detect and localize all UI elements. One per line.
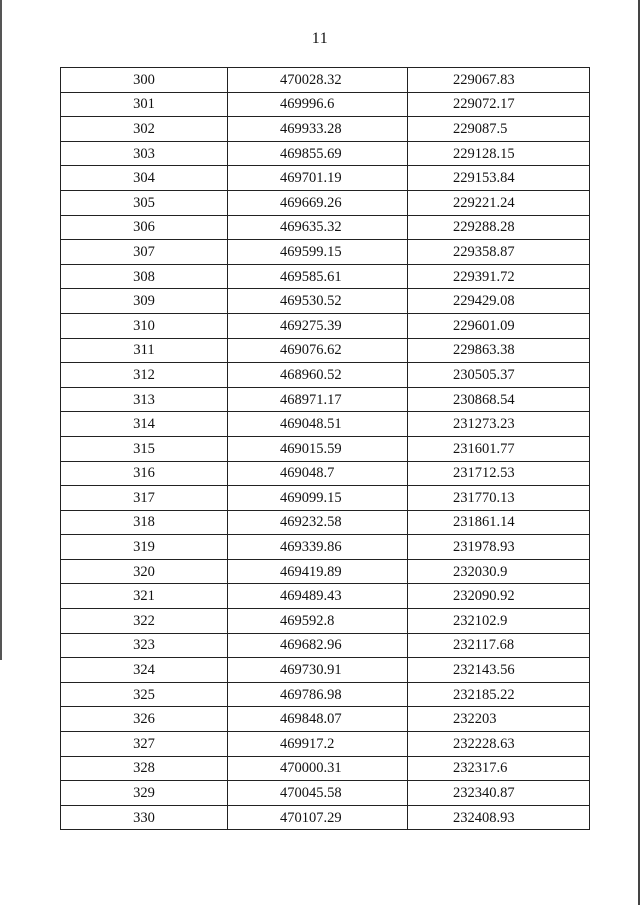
table-row <box>61 707 590 732</box>
page-number: 11 <box>311 30 329 47</box>
x-coordinate-cell: 469855.69 <box>228 141 408 166</box>
y-coordinate-cell: 231861.14 <box>408 510 590 535</box>
x-coordinate-cell: 469682.96 <box>228 633 408 658</box>
table-body <box>61 68 590 830</box>
y-coordinate-cell: 232117.68 <box>408 633 590 658</box>
y-coordinate-cell: 229601.09 <box>408 313 590 338</box>
y-coordinate-cell: 232143.56 <box>408 658 590 683</box>
point-number-cell: 323 <box>61 633 228 658</box>
point-number-cell: 328 <box>61 756 228 781</box>
x-coordinate-cell: 469786.98 <box>228 682 408 707</box>
table-row <box>61 436 590 461</box>
table-row <box>61 92 590 117</box>
y-coordinate-cell: 230505.37 <box>408 363 590 388</box>
point-number-cell: 300 <box>61 68 228 93</box>
y-coordinate-cell: 231978.93 <box>408 535 590 560</box>
point-number-cell: 329 <box>61 781 228 806</box>
table-row <box>61 338 590 363</box>
x-coordinate-cell: 469530.52 <box>228 289 408 314</box>
y-coordinate-cell: 229067.83 <box>408 68 590 93</box>
x-coordinate-cell: 469669.26 <box>228 190 408 215</box>
x-coordinate-cell: 469585.61 <box>228 264 408 289</box>
x-coordinate-cell: 469701.19 <box>228 166 408 191</box>
point-number-cell: 301 <box>61 92 228 117</box>
table-row <box>61 584 590 609</box>
y-coordinate-cell: 229221.24 <box>408 190 590 215</box>
table-row <box>61 141 590 166</box>
point-number-cell: 305 <box>61 190 228 215</box>
table-row <box>61 264 590 289</box>
x-coordinate-cell: 469419.89 <box>228 559 408 584</box>
point-number-cell: 306 <box>61 215 228 240</box>
point-number-cell: 320 <box>61 559 228 584</box>
point-number-cell: 318 <box>61 510 228 535</box>
point-number-cell: 326 <box>61 707 228 732</box>
point-number-cell: 308 <box>61 264 228 289</box>
table-row <box>61 387 590 412</box>
point-number-cell: 313 <box>61 387 228 412</box>
table-row <box>61 313 590 338</box>
table-row <box>61 166 590 191</box>
y-coordinate-cell: 232228.63 <box>408 732 590 757</box>
point-number-cell: 315 <box>61 436 228 461</box>
x-coordinate-cell: 469489.43 <box>228 584 408 609</box>
point-number-cell: 303 <box>61 141 228 166</box>
x-coordinate-cell: 469232.58 <box>228 510 408 535</box>
y-coordinate-cell: 229429.08 <box>408 289 590 314</box>
scan-edge-left <box>0 0 2 660</box>
point-number-cell: 307 <box>61 240 228 265</box>
point-number-cell: 317 <box>61 486 228 511</box>
table-row <box>61 68 590 93</box>
y-coordinate-cell: 229072.17 <box>408 92 590 117</box>
point-number-cell: 311 <box>61 338 228 363</box>
point-number-cell: 316 <box>61 461 228 486</box>
point-number-cell: 314 <box>61 412 228 437</box>
x-coordinate-cell: 469275.39 <box>228 313 408 338</box>
x-coordinate-cell: 469048.51 <box>228 412 408 437</box>
x-coordinate-cell: 469635.32 <box>228 215 408 240</box>
x-coordinate-cell: 469339.86 <box>228 535 408 560</box>
y-coordinate-cell: 231273.23 <box>408 412 590 437</box>
table-row <box>61 289 590 314</box>
x-coordinate-cell: 469099.15 <box>228 486 408 511</box>
point-number-cell: 330 <box>61 805 228 830</box>
table-row <box>61 117 590 142</box>
x-coordinate-cell: 469730.91 <box>228 658 408 683</box>
x-coordinate-cell: 469917.2 <box>228 732 408 757</box>
point-number-cell: 321 <box>61 584 228 609</box>
point-number-cell: 312 <box>61 363 228 388</box>
table-row <box>61 781 590 806</box>
y-coordinate-cell: 232203 <box>408 707 590 732</box>
table-row <box>61 732 590 757</box>
y-coordinate-cell: 231712.53 <box>408 461 590 486</box>
table-row <box>61 510 590 535</box>
x-coordinate-cell: 468960.52 <box>228 363 408 388</box>
point-number-cell: 322 <box>61 609 228 634</box>
table-row <box>61 363 590 388</box>
x-coordinate-cell: 469599.15 <box>228 240 408 265</box>
y-coordinate-cell: 229863.38 <box>408 338 590 363</box>
point-number-cell: 325 <box>61 682 228 707</box>
y-coordinate-cell: 229288.28 <box>408 215 590 240</box>
y-coordinate-cell: 229391.72 <box>408 264 590 289</box>
table-row <box>61 215 590 240</box>
y-coordinate-cell: 232408.93 <box>408 805 590 830</box>
point-number-cell: 319 <box>61 535 228 560</box>
x-coordinate-cell: 469592.8 <box>228 609 408 634</box>
x-coordinate-cell: 470000.31 <box>228 756 408 781</box>
coordinates-table <box>60 67 590 830</box>
y-coordinate-cell: 232030.9 <box>408 559 590 584</box>
point-number-cell: 309 <box>61 289 228 314</box>
y-coordinate-cell: 232102.9 <box>408 609 590 634</box>
point-number-cell: 302 <box>61 117 228 142</box>
y-coordinate-cell: 232090.92 <box>408 584 590 609</box>
x-coordinate-cell: 470028.32 <box>228 68 408 93</box>
table-row <box>61 190 590 215</box>
table-row <box>61 658 590 683</box>
x-coordinate-cell: 469933.28 <box>228 117 408 142</box>
y-coordinate-cell: 232317.6 <box>408 756 590 781</box>
x-coordinate-cell: 469015.59 <box>228 436 408 461</box>
x-coordinate-cell: 469996.6 <box>228 92 408 117</box>
y-coordinate-cell: 229153.84 <box>408 166 590 191</box>
x-coordinate-cell: 469076.62 <box>228 338 408 363</box>
table-row <box>61 756 590 781</box>
x-coordinate-cell: 469048.7 <box>228 461 408 486</box>
table-row <box>61 682 590 707</box>
table-row <box>61 240 590 265</box>
x-coordinate-cell: 470045.58 <box>228 781 408 806</box>
table-row <box>61 412 590 437</box>
point-number-cell: 327 <box>61 732 228 757</box>
point-number-cell: 304 <box>61 166 228 191</box>
x-coordinate-cell: 469848.07 <box>228 707 408 732</box>
point-number-cell: 324 <box>61 658 228 683</box>
y-coordinate-cell: 232340.87 <box>408 781 590 806</box>
y-coordinate-cell: 232185.22 <box>408 682 590 707</box>
x-coordinate-cell: 470107.29 <box>228 805 408 830</box>
y-coordinate-cell: 230868.54 <box>408 387 590 412</box>
table-row <box>61 633 590 658</box>
table-row <box>61 609 590 634</box>
table-row <box>61 535 590 560</box>
y-coordinate-cell: 229358.87 <box>408 240 590 265</box>
y-coordinate-cell: 229087.5 <box>408 117 590 142</box>
table-row <box>61 486 590 511</box>
y-coordinate-cell: 229128.15 <box>408 141 590 166</box>
x-coordinate-cell: 468971.17 <box>228 387 408 412</box>
y-coordinate-cell: 231770.13 <box>408 486 590 511</box>
table-row <box>61 805 590 830</box>
y-coordinate-cell: 231601.77 <box>408 436 590 461</box>
table-row <box>61 559 590 584</box>
point-number-cell: 310 <box>61 313 228 338</box>
table-row <box>61 461 590 486</box>
